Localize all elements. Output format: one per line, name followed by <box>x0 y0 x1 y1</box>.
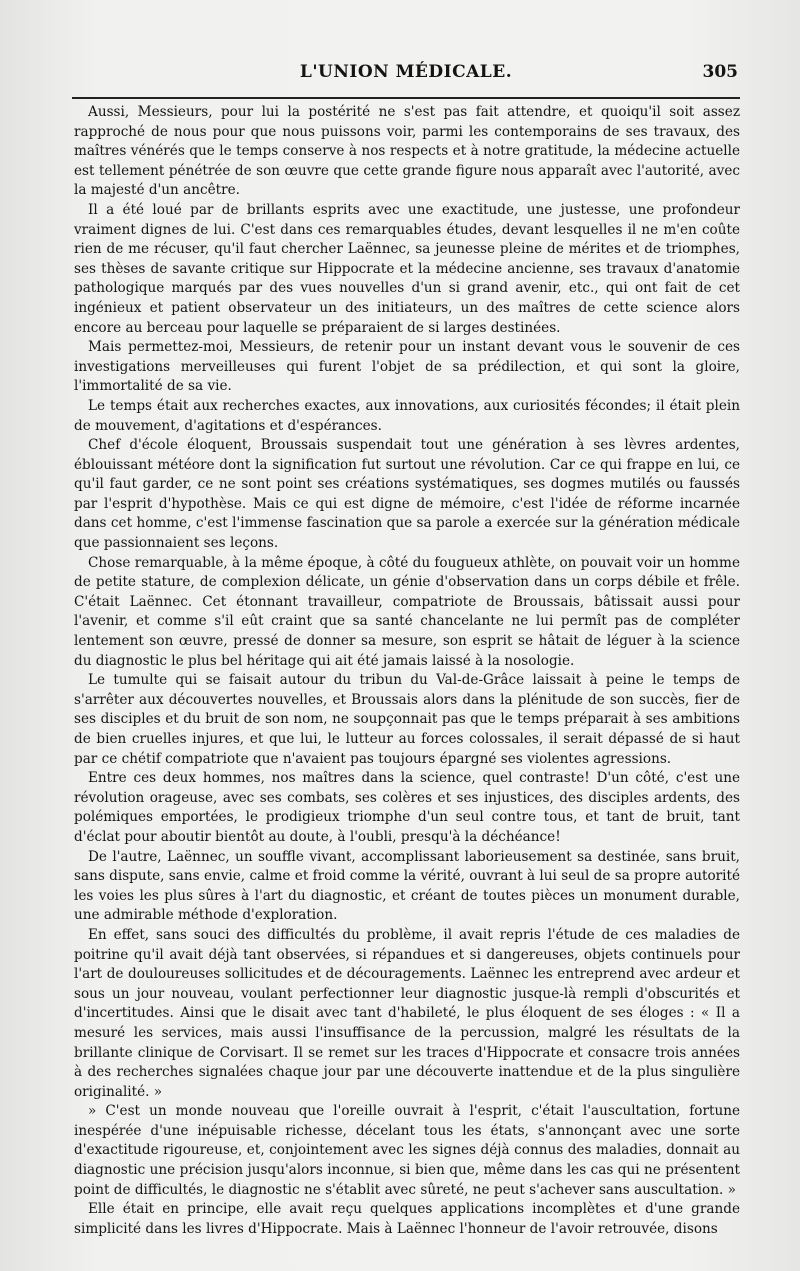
page-number: 305 <box>702 62 738 82</box>
paragraph: Le tumulte qui se faisait autour du tribun du Val-de-Grâce laissait à peine le temps de s'arrêter aux découvertes nouvelles, et Broussais alors dans la plénitude de son succès, fier de ses disciples et du bruit de son nom, ne soupçonnait pas que le temps préparait à ses ambitions de bien cruelles injures, et que lui, le lutteur au forces colossales, il serait dépassé de si haut par ce chétif compatriote que n'avaient pas toujours épargné ses violentes agressions. <box>74 672 740 767</box>
paragraph: » C'est un monde nouveau que l'oreille ouvrait à l'esprit, c'était l'auscultation, fortune inespérée d'une inépuisable richesse, décelant tous les états, s'annonçant avec une sorte d'exactitude rigoureuse, et, conjointement avec les signes déjà connus des maladies, donnait au diagnostic une précision jusqu'alors inconnue, si bien que, même dans les cas qui ne présentent point de difficultés, le diagnostic ne s'établit avec sûreté, ne peut s'achever sans auscultation. » <box>74 1103 740 1198</box>
paragraph: Aussi, Messieurs, pour lui la postérité ne s'est pas fait attendre, et quoiqu'il soit assez rapproché de nous pour que nous puissons voir, parmi les contemporains de ses travaux, des maîtres vénérés que le temps conserve à nos respects et à notre gratitude, la médecine actuelle est tellement pénétrée de son œuvre que cette grande figure nous apparaît avec l'autorité, avec la majesté d'un ancêtre. <box>74 104 740 199</box>
paragraph: Chose remarquable, à la même époque, à côté du fougueux athlète, on pouvait voir un homme de petite stature, de complexion délicate, un génie d'observation dans un corps débile et frêle. C'était Laënnec. Cet étonnant travailleur, compatriote de Broussais, bâtissait aussi pour l'avenir, et comme s'il eût craint que sa santé chancelante ne lui permît pas de compléter lentement son œuvre, pressé de donner sa mesure, son esprit se hâtait de léguer à la science du diagnostic le plus bel héritage qui ait été jamais laissé à la nosologie. <box>74 554 740 669</box>
paragraph: Entre ces deux hommes, nos maîtres dans la science, quel contraste! D'un côté, c'est une révolution orageuse, avec ses combats, ses colères et ses injustices, des disciples ardents, des polémiques emportées, le prodigieux triomphe d'un seul contre tous, et tant de bruit, tant d'éclat pour aboutir bientôt au doute, à l'oubli, presqu'à la déchéance! <box>74 770 740 845</box>
paragraph: Il a été loué par de brillants esprits avec une exactitude, une justesse, une profondeur vraiment dignes de lui. C'est dans ces remarquables études, devant lesquelles il ne m'en coûte rien de me récuser, qu'il faut chercher Laënnec, sa jeunesse pleine de mérites et de triomphes, ses thèses de savante critique sur Hippocrate et la médecine ancienne, ses travaux d'anatomie pathologique marqués par des vues nouvelles d'un si grand avenir, etc., qui ont fait de cet ingénieux et patient observateur un des initiateurs, un des maîtres de cette science alors encore au berceau pour laquelle se préparaient de si larges destinées. <box>74 201 740 336</box>
header-rule <box>72 97 740 99</box>
paragraph: Le temps était aux recherches exactes, aux innovations, aux curiosités fécondes; il était plein de mouvement, d'agitations et d'espérances. <box>74 397 740 434</box>
running-title: L'UNION MÉDICALE. <box>299 62 513 82</box>
paragraph: Chef d'école éloquent, Broussais suspendait tout une génération à ses lèvres ardentes, éblouissant météore dont la signification fut surtout une révolution. Car ce qui frappe en lui, ce qu'il faut garder, ce ne sont point ses créations systématiques, ses dogmes mutilés ou faussés par l'esprit d'hypothèse. Mais ce qui est digne de mémoire, c'est l'idée de réforme incarnée dans cet homme, c'est l'immense fascination que sa parole a exercée sur la génération médicale que passionnaient ses leçons. <box>74 437 740 552</box>
body-text <box>74 103 740 1239</box>
paragraph: Mais permettez-moi, Messieurs, de retenir pour un instant devant vous le souvenir de ces investigations merveilleuses qui furent l'objet de sa prédilection, et qui sont la gloire, l'immortalité de sa vie. <box>74 339 740 395</box>
page-header <box>72 60 740 90</box>
paragraph: De l'autre, Laënnec, un souffle vivant, accomplissant laborieusement sa destinée, sans bruit, sans dispute, sans envie, calme et froid comme la vérité, ouvrant à lui seul de sa propre autorité les voies les plus sûres à l'art du diagnostic, et créant de toutes pièces un monument durable, une admirable méthode d'exploration. <box>74 848 740 924</box>
paragraph: Elle était en principe, elle avait reçu quelques applications incomplètes et d'une grande simplicité dans les livres d'Hippocrate. Mais à Laënnec l'honneur de l'avoir retrouvée, disons <box>74 1201 740 1237</box>
paragraph: En effet, sans souci des difficultés du problème, il avait repris l'étude de ces maladies de poitrine qu'il avait déjà tant observées, si répandues et si dangereuses, objets continuels pour l'art de douloureuses sollicitudes et de découragements. Laënnec les entreprend avec ardeur et sous un jour nouveau, voulant perfectionner leur diagnostic jusque-là rempli d'obscurités et d'incertitudes. Ainsi que le disait avec tant d'habileté, le plus éloquent de ses éloges : « Il a mesuré les services, mais aussi l'insuffisance de la percussion, malgré les résultats de la brillante clinique de Corvisart. Il se remet sur les traces d'Hippocrate et consacre trois années à des recherches signalées chaque jour par une découverte inattendue et de la plus singulière originalité. » <box>74 926 740 1100</box>
